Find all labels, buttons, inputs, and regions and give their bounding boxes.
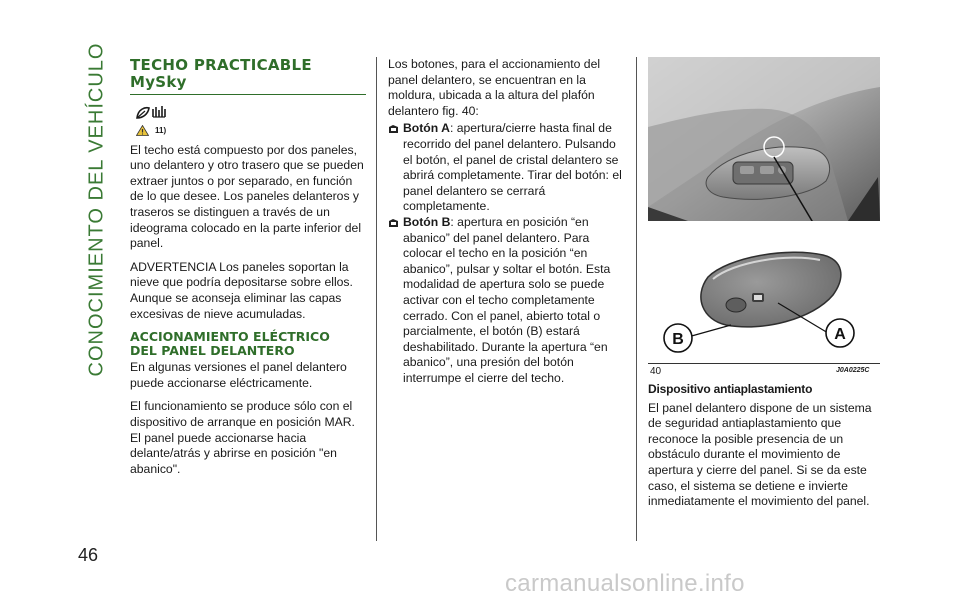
- subsection-heading: Dispositivo antiaplastamiento: [648, 382, 813, 396]
- paragraph: El panel delantero dispone de un sistema de seguridad antiaplastamiento que reconoce la posible presencia de un obstáculo durante el movimiento de apertura y cierre del panel. Si se da este caso, el sistema se detiene e invierte inmediatamente el movimiento del panel.: [648, 400, 872, 509]
- column-divider: [376, 57, 377, 541]
- subsection-title: [130, 330, 366, 358]
- warning-ref-row: [136, 123, 366, 139]
- watermark: carmanualsonline.info: [505, 570, 745, 597]
- button-a-label: Botón A: [403, 121, 450, 136]
- column-divider: [636, 57, 637, 541]
- callout-label-b: B: [672, 331, 684, 348]
- figure-number: 40: [650, 366, 662, 377]
- roof-console-illustration: [648, 57, 880, 363]
- page-number: 46: [78, 545, 99, 565]
- eco-leaf-icon: [134, 103, 174, 121]
- chapter-title-text: CONOCIMIENTO DEL VEHÍCULO: [85, 42, 108, 376]
- section-title-line2: MySky: [130, 73, 187, 91]
- section-title-line1: TECHO PRACTICABLE: [130, 56, 312, 74]
- subsection-title-line2: DEL PANEL DELANTERO: [130, 343, 295, 359]
- button-b-label: Botón B: [403, 214, 451, 229]
- list-item: [388, 121, 626, 215]
- button-a-description: : apertura/cierre hasta final de recorrido del panel delantero. Pulsando el botón, el panel de cristal delantero se abrirá completamente. Tirar del botón: el panel delantero se cerrará completamente.: [403, 121, 622, 214]
- paragraph: Los botones, para el accionamiento del panel delantero, se encuentran en la moldura, ubicada a la altura del plafón delantero fig. 40:: [388, 57, 601, 118]
- figure-rule: [648, 363, 880, 364]
- button-b-description: : apertura en posición “en abanico” del panel delantero. Para colocar el techo en la posición “en abanico”, pulsar y soltar el botón. Esta modalidad de apertura solo se puede activar con el techo completamente cerrado. Con el panel, abierto total o parcialmente, el botón (B) estará deshabilitado. Durante la apertura “en abanico”, una presión del botón interrumpe el cierre del techo.: [403, 214, 611, 385]
- list-item: [388, 215, 626, 387]
- roof-button-icon: [388, 218, 399, 228]
- warning-ref-number: 11): [155, 126, 167, 135]
- figure-40: [648, 57, 880, 363]
- column-1: [130, 57, 366, 485]
- section-title-block: [130, 57, 366, 95]
- warning-triangle-icon: [136, 125, 149, 136]
- column-2: [388, 57, 626, 386]
- callout-label-a: A: [834, 326, 846, 343]
- paragraph: El techo está compuesto por dos paneles, uno delantero y otro trasero que se pueden extraer juntos o por separado, en función de lo que desee. Los paneles delanteros y traseros se distinguen a través de un ideograma colocado en la parte inferior del panel.: [130, 142, 364, 251]
- chapter-side-title: [82, 44, 112, 374]
- column-4: [648, 382, 883, 510]
- eco-row: [134, 103, 366, 121]
- roof-button-icon: [388, 124, 399, 134]
- paragraph: En algunas versiones el panel delantero puede accionarse eléctricamente.: [130, 360, 347, 390]
- subsection-title-line1: ACCIONAMIENTO ELÉCTRICO: [130, 329, 330, 345]
- paragraph: El funcionamiento se produce sólo con el dispositivo de arranque en posición MAR. El panel puede accionarse hacia delante/atrás y abrirse en posición "en abanico".: [130, 399, 355, 476]
- figure-code: J0A0225C: [836, 367, 870, 374]
- paragraph: ADVERTENCIA Los paneles soportan la nieve que podría depositarse sobre ellos. Aunque se aconseja eliminar las capas excesivas de nieve acumuladas.: [130, 259, 353, 321]
